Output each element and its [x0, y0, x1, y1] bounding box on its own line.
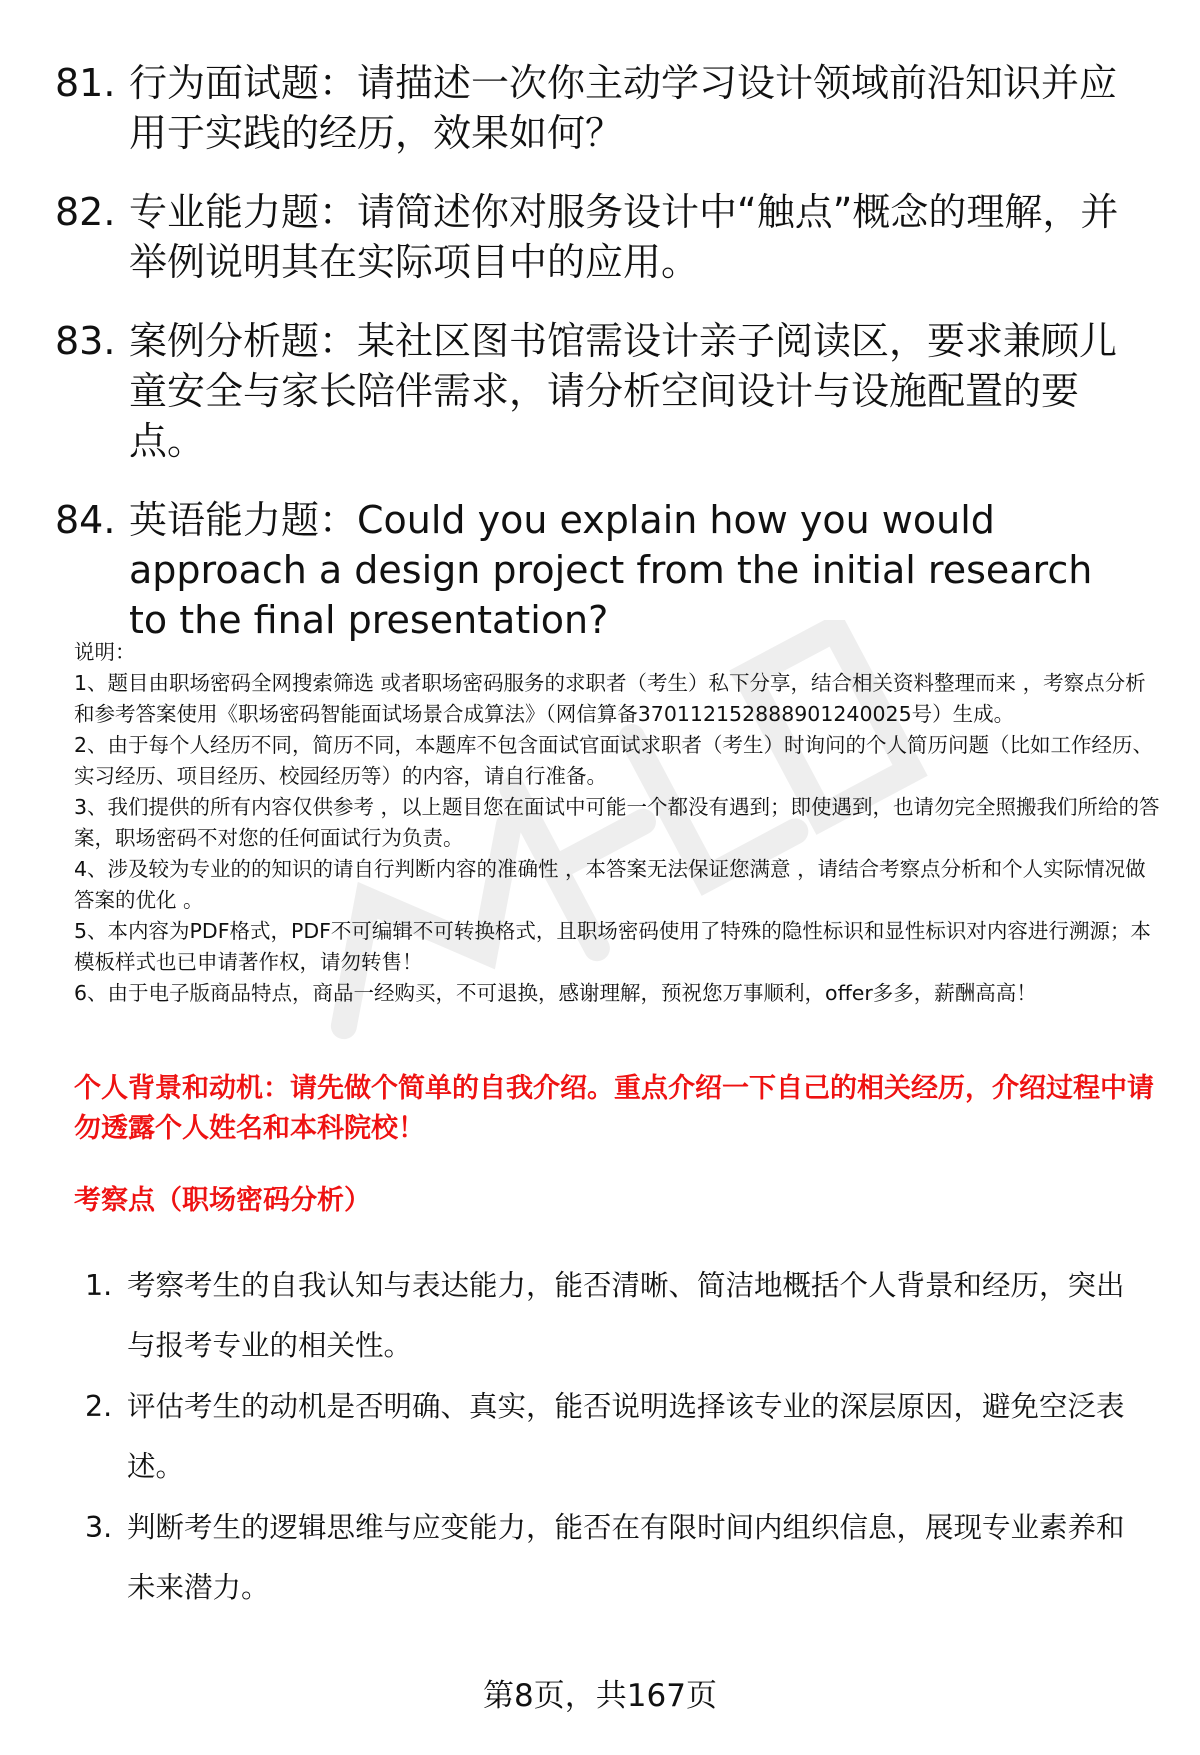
analysis-point — [85, 1256, 1155, 1376]
note-item: 4、涉及较为专业的的知识的请自行判断内容的准确性 ，本答案无法保证您满意 ，请结合考察点分析和个人实际情况做答案的优化 。 — [74, 857, 1146, 912]
question-item — [55, 187, 1145, 287]
question-text: 专业能力题：请简述你对服务设计中“触点”概念的理解，并举例说明其在实际项目中的应用。 — [129, 190, 1119, 284]
question-number: 81. — [55, 61, 116, 105]
question-number: 84. — [55, 498, 116, 542]
point-number: 2. — [85, 1390, 113, 1423]
question-number: 82. — [55, 190, 116, 234]
point-text: 判断考生的逻辑思维与应变能力，能否在有限时间内组织信息，展现专业素养和未来潜力。 — [127, 1511, 1125, 1604]
question-text: 英语能力题：Could you explain how you would approach a design project from the initial research to the final presentation? — [129, 498, 1093, 642]
analysis-point — [85, 1377, 1155, 1497]
notes-title: 说明： — [74, 640, 136, 664]
question-text: 行为面试题：请描述一次你主动学习设计领域前沿知识并应用于实践的经历，效果如何？ — [129, 61, 1118, 155]
notes-section — [74, 637, 1164, 1009]
point-number: 1. — [85, 1269, 113, 1302]
question-item — [55, 495, 1145, 645]
analysis-point-list — [85, 1256, 1155, 1619]
analysis-point — [85, 1498, 1155, 1618]
note-item: 6、由于电子版商品特点，商品一经购买，不可退换，感谢理解，预祝您万事顺利，offer多多，薪酬高高！ — [74, 981, 1037, 1005]
question-item — [55, 58, 1145, 158]
analysis-heading: 考察点（职场密码分析） — [74, 1185, 371, 1216]
intro-question-heading: 个人背景和动机：请先做个简单的自我介绍。重点介绍一下自己的相关经历，介绍过程中请勿透露个人姓名和本科院校！ — [74, 1073, 1154, 1144]
point-text: 评估考生的动机是否明确、真实，能否说明选择该专业的深层原因，避免空泛表述。 — [127, 1390, 1125, 1483]
note-item: 2、由于每个人经历不同，简历不同，本题库不包含面试官面试求职者（考生）时询问的个人简历问题（比如工作经历、实习经历、项目经历、校园经历等）的内容，请自行准备。 — [74, 733, 1154, 788]
note-item: 5、本内容为PDF格式，PDF不可编辑不可转换格式，且职场密码使用了特殊的隐性标识和显性标识对内容进行溯源；本模板样式也已申请著作权，请勿转售！ — [74, 919, 1151, 974]
point-number: 3. — [85, 1511, 113, 1544]
question-list — [55, 58, 1145, 674]
point-text: 考察考生的自我认知与表达能力，能否清晰、简洁地概括个人背景和经历，突出与报考专业的相关性。 — [127, 1269, 1125, 1362]
note-item: 1、题目由职场密码全网搜索筛选 或者职场密码服务的求职者（考生）私下分享，结合相关资料整理而来 ，考察点分析和参考答案使用《职场密码智能面试场景合成算法》（网信算备370112152888901240025号）生成。 — [74, 671, 1146, 726]
question-text: 案例分析题：某社区图书馆需设计亲子阅读区，要求兼顾儿童安全与家长陪伴需求，请分析空间设计与设施配置的要点。 — [129, 319, 1118, 463]
question-item — [55, 316, 1145, 466]
question-number: 83. — [55, 319, 116, 363]
page-number: 第8页，共167页 — [483, 1678, 717, 1714]
note-item: 3、我们提供的所有内容仅供参考 ，以上题目您在面试中可能一个都没有遇到；即使遇到，也请勿完全照搬我们所给的答案，职场密码不对您的任何面试行为负责。 — [74, 795, 1160, 850]
